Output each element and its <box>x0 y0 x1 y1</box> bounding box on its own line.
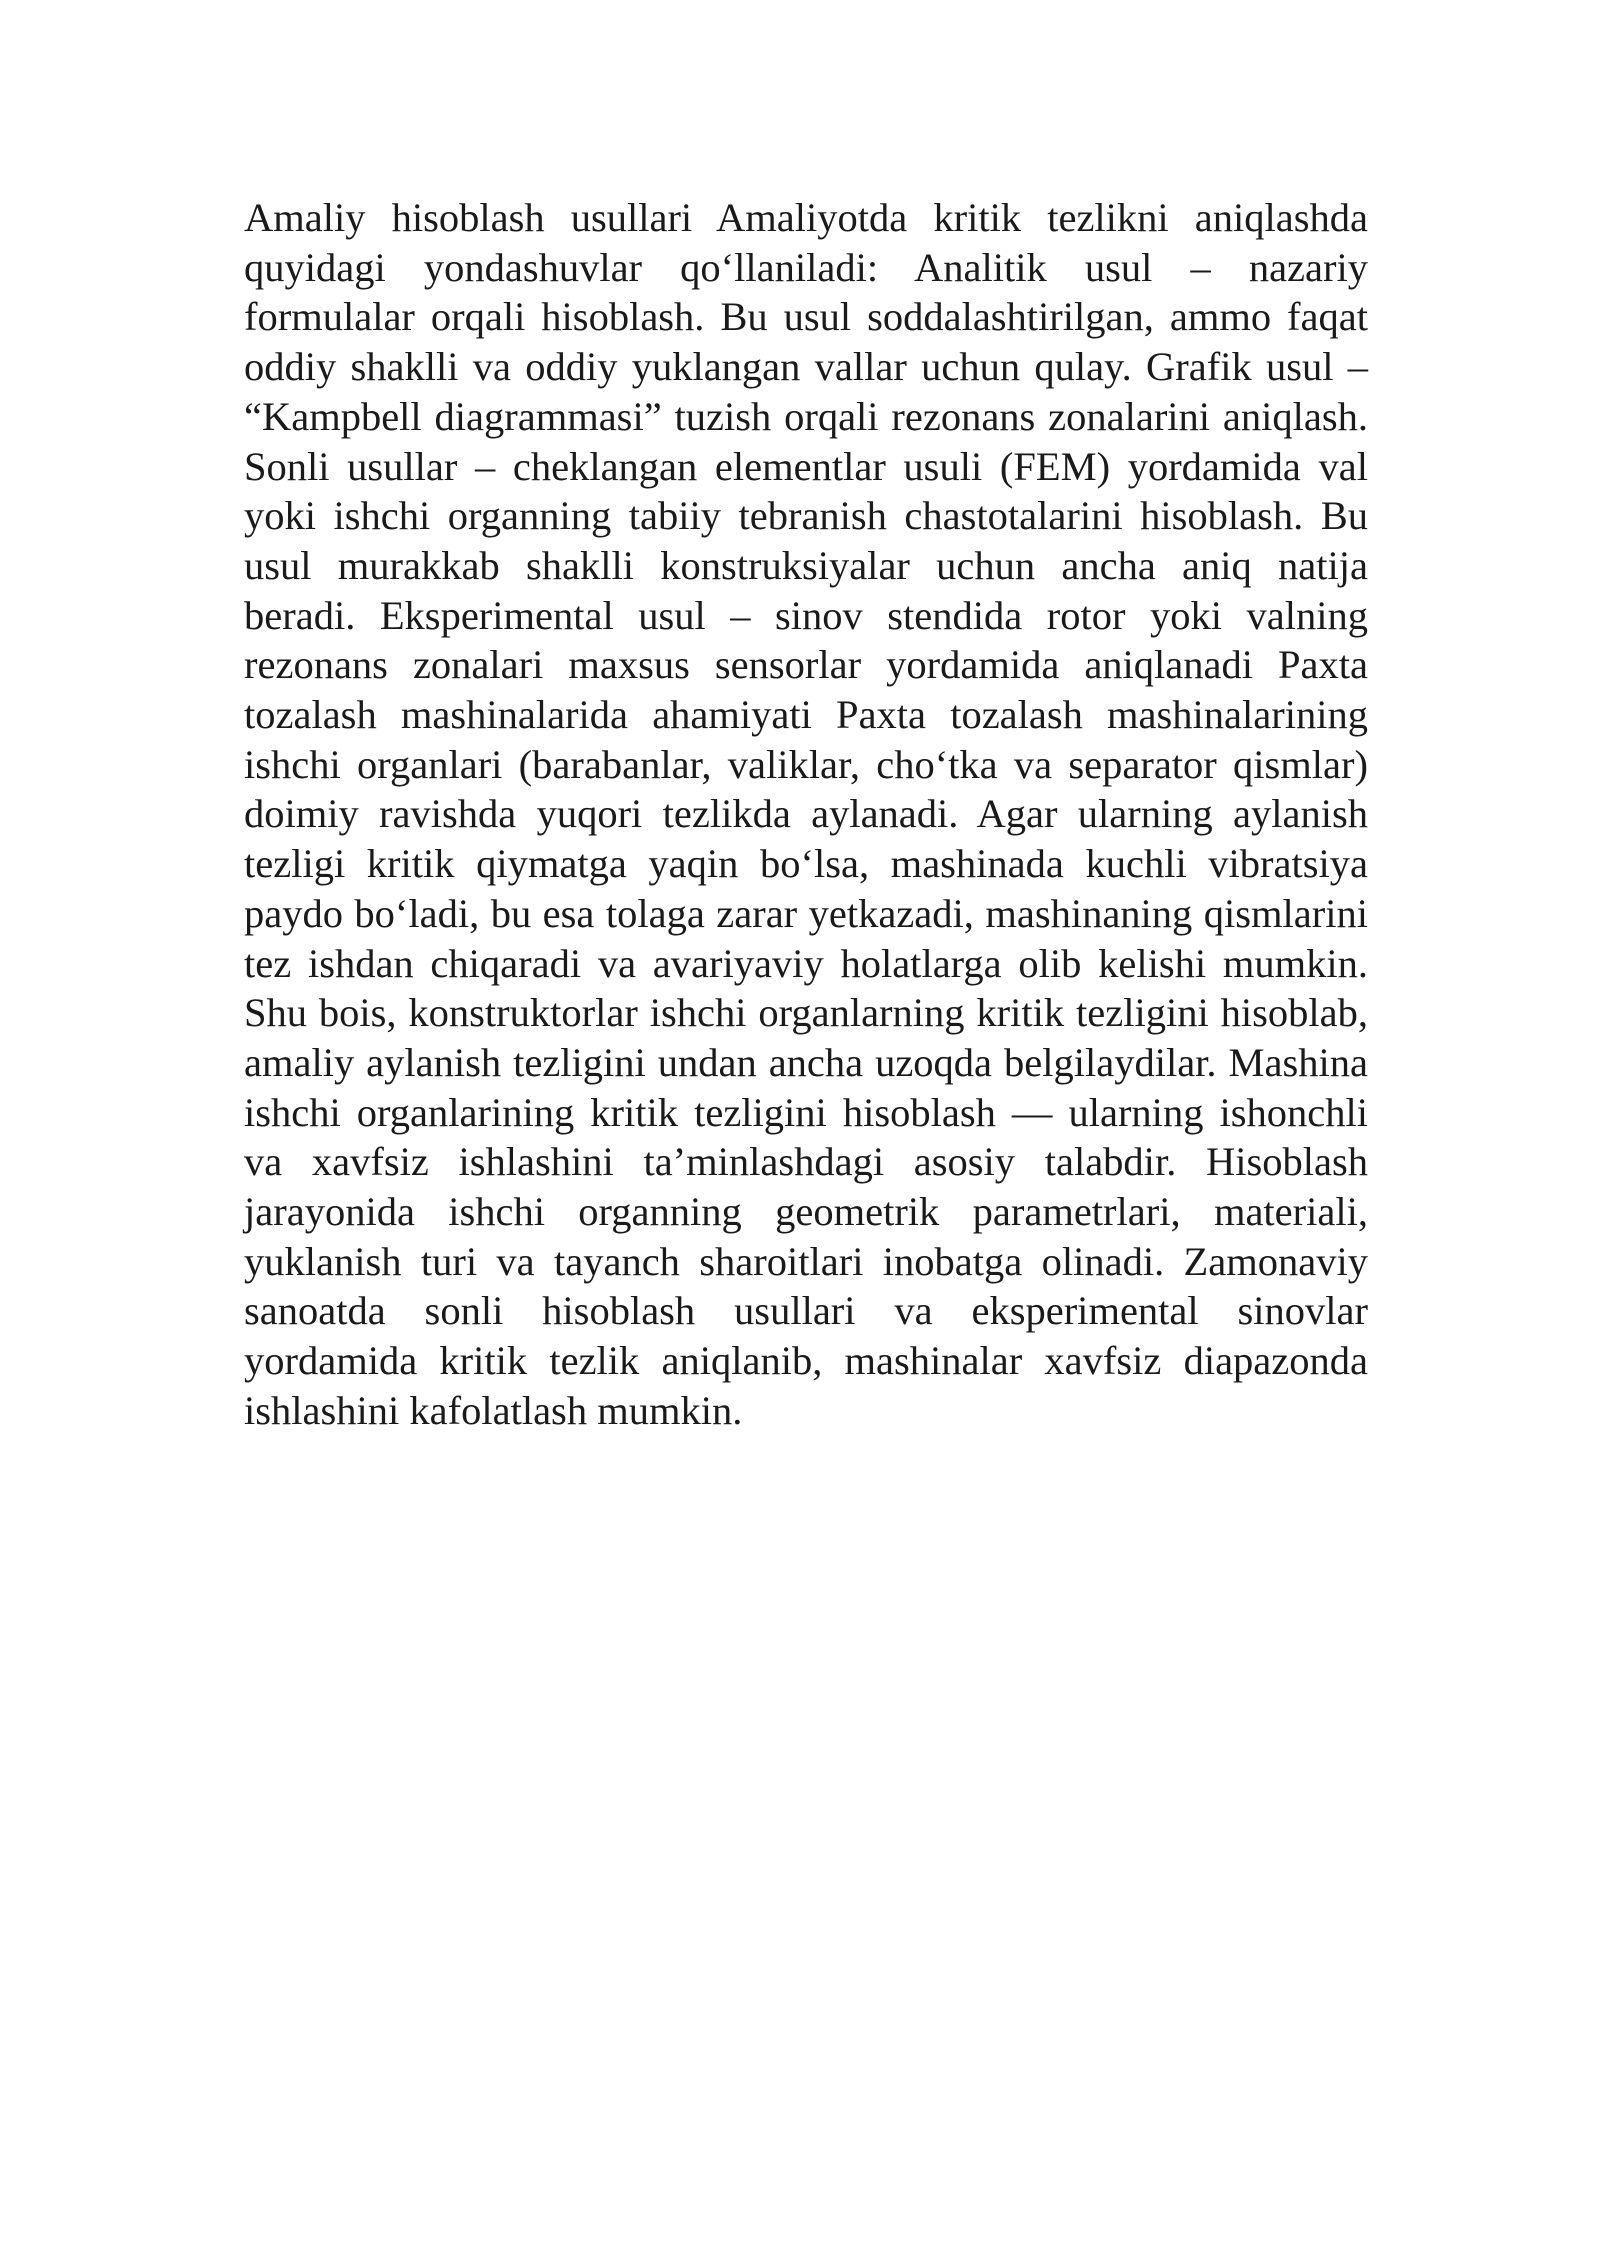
body-paragraph: Amaliy hisoblash usullari Amaliyotda kritik tezlikni aniqlashda quyidagi yondashuvlar qo‘llaniladi: Analitik usul – nazariy formulalar orqali hisoblash. Bu usul soddalashtirilgan, ammo faqat oddiy shaklli va oddiy yuklangan vallar uchun qulay. Grafik usul – “Kampbell diagrammasi” tuzish orqali rezonans zonalarini aniqlash. Sonli usullar – cheklangan elementlar usuli (FEM) yordamida val yoki ishchi organning tabiiy tebranish chastotalarini hisoblash. Bu usul murakkab shaklli konstruksiyalar uchun ancha aniq natija beradi. Eksperimental usul – sinov stendida rotor yoki valning rezonans zonalari maxsus sensorlar yordamida aniqlanadi Paxta tozalash mashinalarida ahamiyati Paxta tozalash mashinalarining ishchi organlari (barabanlar, valiklar, cho‘tka va separator qismlar) doimiy ravishda yuqori tezlikda aylanadi. Agar ularning aylanish tezligi kritik qiymatga yaqin bo‘lsa, mashinada kuchli vibratsiya paydo bo‘ladi, bu esa tolaga zarar yetkazadi, mashinaning qismlarini tez ishdan chiqaradi va avariyaviy holatlarga olib kelishi mumkin. Shu bois, konstruktorlar ishchi organlarning kritik tezligini hisoblab, amaliy aylanish tezligini undan ancha uzoqda belgilaydilar. Mashina ishchi organlarining kritik tezligini hisoblash — ularning ishonchli va xavfsiz ishlashini ta’minlashdagi asosiy talabdir. Hisoblash jarayonida ishchi organning geometrik parametrlari, materiali, yuklanish turi va tayanch sharoitlari inobatga olinadi. Zamonaviy sanoatda sonli hisoblash usullari va eksperimental sinovlar yordamida kritik tezlik aniqlanib, mashinalar xavfsiz diapazonda ishlashini kafolatlash mumkin. <box>244 195 1368 1433</box>
